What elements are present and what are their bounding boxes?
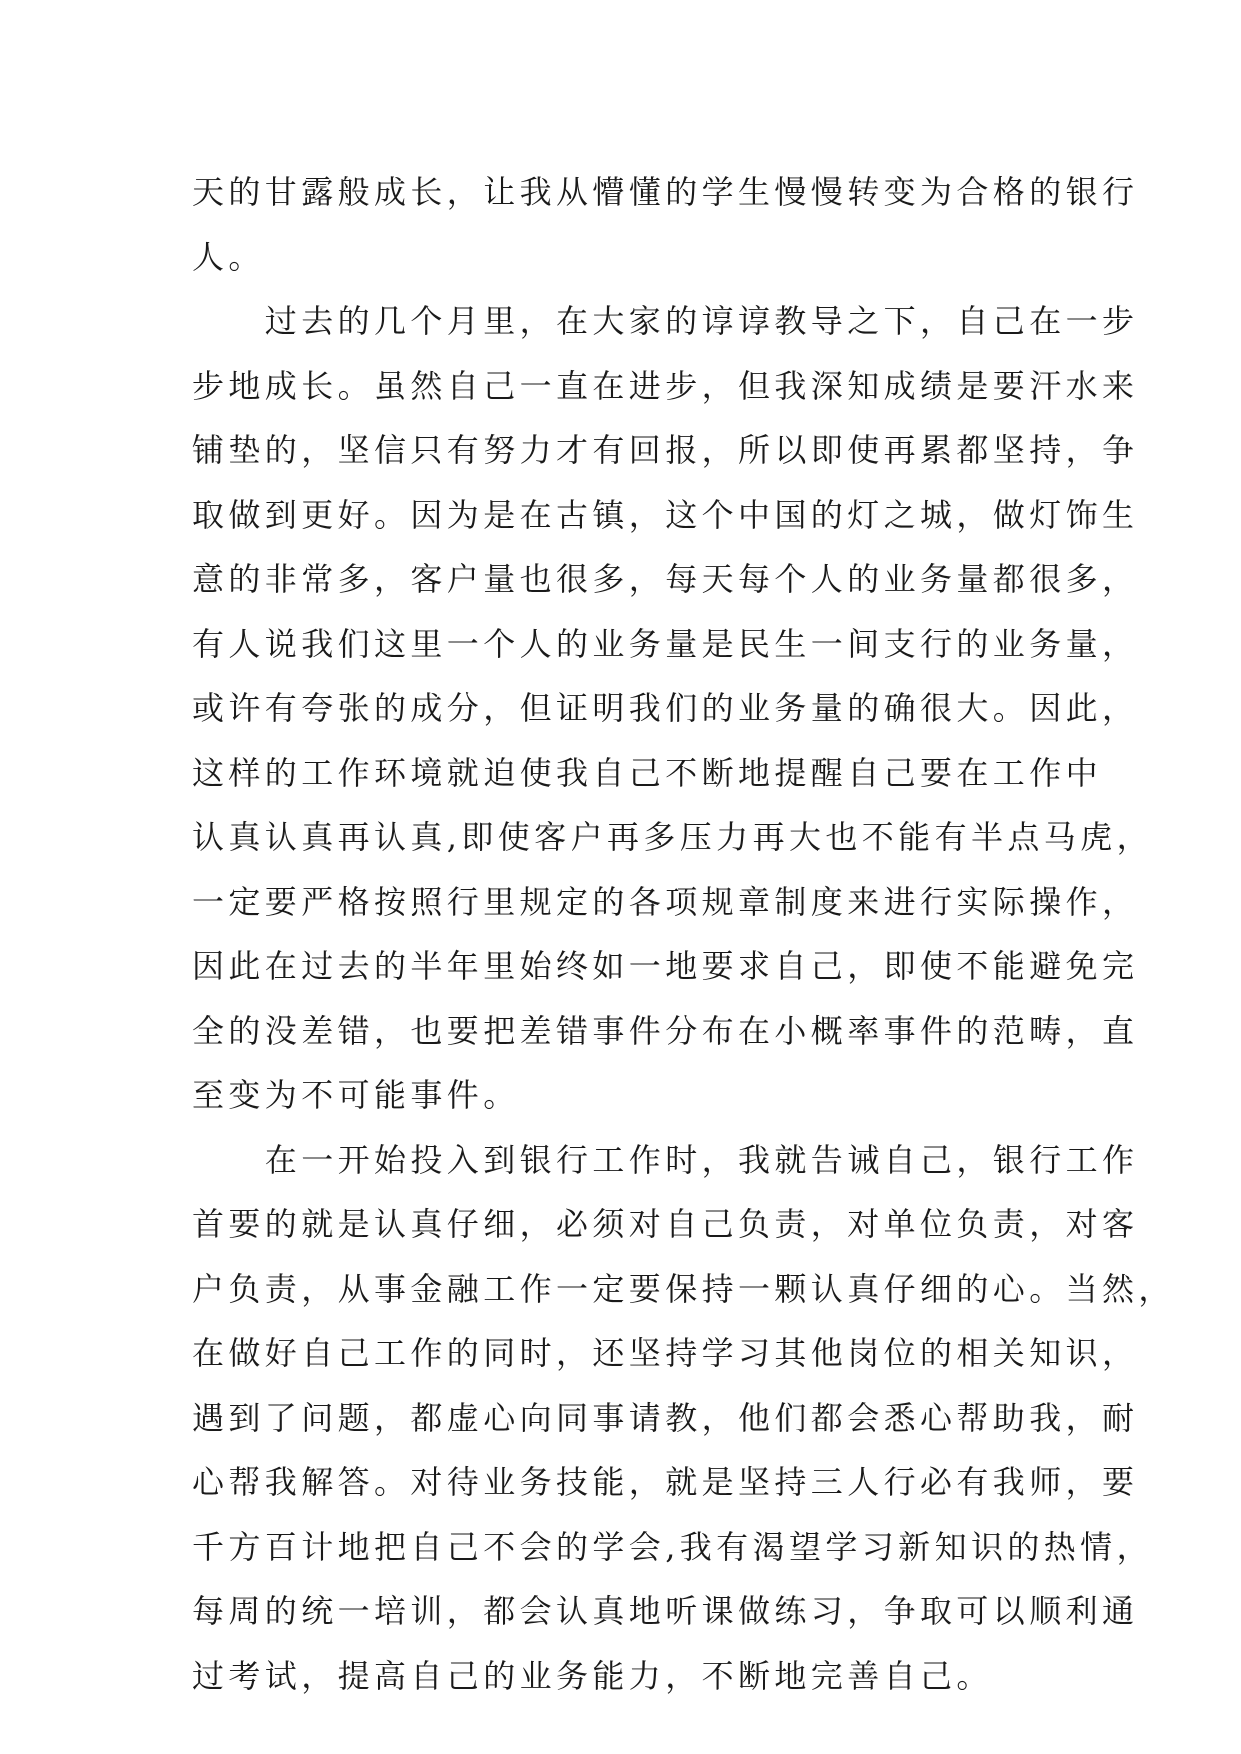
- text-line: 户负责，从事金融工作一定要保持一颗认真仔细的心。当然，: [192, 1269, 1175, 1308]
- text-line: 过考试，提高自己的业务能力，不断地完善自己。: [192, 1656, 993, 1695]
- text-line: 步地成长。虽然自己一直在进步，但我深知成绩是要汗水来: [192, 366, 1139, 405]
- text-line: 一定要严格按照行里规定的各项规章制度来进行实际操作，: [192, 882, 1139, 921]
- paragraph-2: [192, 289, 1153, 1128]
- text-line: 千方百计地把自己不会的学会,我有渴望学习新知识的热情，: [192, 1527, 1153, 1566]
- text-line: 心帮我解答。对待业务技能，就是坚持三人行必有我师，要: [192, 1463, 1139, 1501]
- text-line: 遇到了问题，都虚心向同事请教，他们都会悉心帮助我，耐: [192, 1398, 1139, 1437]
- text-line: 在一开始投入到银行工作时，我就告诫自己，银行工作: [192, 1140, 1139, 1179]
- text-line: 过去的几个月里，在大家的谆谆教导之下，自己在一步: [192, 302, 1139, 340]
- paragraph-3: [192, 1128, 1175, 1709]
- text-line: 在做好自己工作的同时，还坚持学习其他岗位的相关知识，: [192, 1334, 1139, 1372]
- text-line: 每周的统一培训，都会认真地听课做练习，争取可以顺利通: [192, 1592, 1139, 1630]
- text-line: 因此在过去的半年里始终如一地要求自己，即使不能避免完: [192, 947, 1139, 985]
- text-line: 首要的就是认真仔细，必须对自己负责，对单位负责，对客: [192, 1205, 1139, 1243]
- text-line: 全的没差错，也要把差错事件分布在小概率事件的范畴，直: [192, 1011, 1139, 1050]
- text-line: 或许有夸张的成分，但证明我们的业务量的确很大。因此，: [192, 689, 1139, 727]
- text-line: 天的甘露般成长，让我从懵懂的学生慢慢转变为合格的银行: [192, 173, 1139, 211]
- text-line: 取做到更好。因为是在古镇，这个中国的灯之城，做灯饰生: [192, 495, 1139, 534]
- text-line: 认真认真再认真,即使客户再多压力再大也不能有半点马虎，: [192, 818, 1153, 856]
- text-line: 意的非常多，客户量也很多，每天每个人的业务量都很多，: [192, 560, 1139, 598]
- text-line: 至变为不可能事件。: [192, 1076, 520, 1114]
- text-line: 铺垫的，坚信只有努力才有回报，所以即使再累都坚持，争: [192, 431, 1139, 469]
- text-line: 人。: [192, 237, 265, 276]
- paragraph-1: [192, 160, 1139, 289]
- body-text: [192, 160, 1175, 1708]
- text-line: 有人说我们这里一个人的业务量是民生一间支行的业务量，: [192, 624, 1139, 663]
- text-line: 这样的工作环境就迫使我自己不断地提醒自己要在工作中: [192, 753, 1103, 792]
